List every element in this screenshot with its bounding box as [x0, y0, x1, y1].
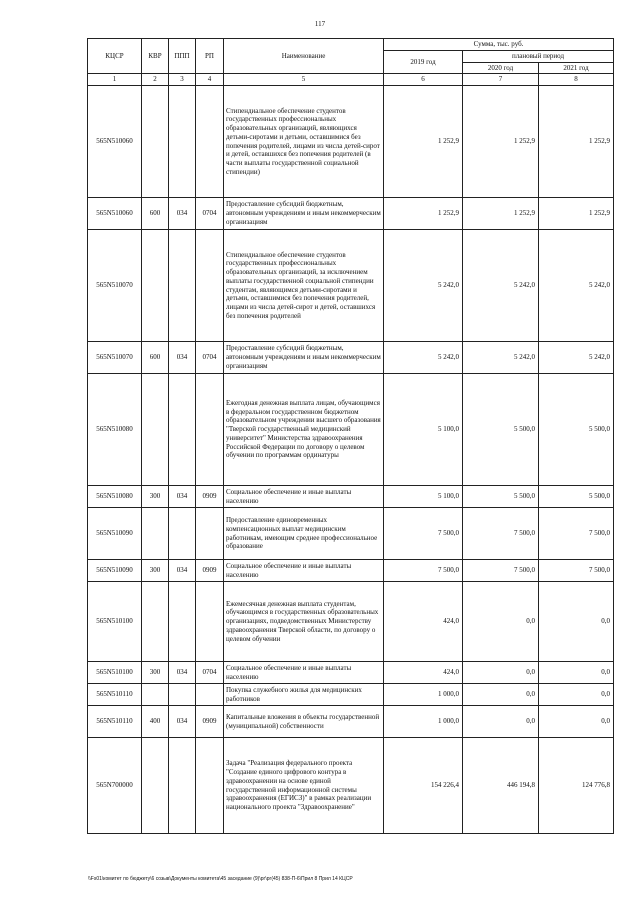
cell-name: Ежемесячная денежная выплата студентам, обучающимся в государственных образовательных организациях, подведомственных Министерству здравоохранения Тверской области, по договору о целевом обучении — [224, 582, 384, 662]
cell-2019: 1 000,0 — [384, 684, 463, 706]
header-2019: 2019 год — [384, 50, 463, 74]
cell-2020: 5 242,0 — [463, 230, 539, 342]
cell-kcsr: 565N700000 — [88, 738, 142, 834]
cell-kvr — [142, 86, 169, 198]
cell-kvr: 300 — [142, 662, 169, 684]
table-row — [88, 582, 614, 662]
cell-name: Стипендиальное обеспечение студентов государственных профессиональных образовательных организаций, за исключением выплаты государственной социальной стипендии студентам, являющимся детьми-сиротами и детьми, оставшимися без попечения родителей, лицами из числа детей-сирот и детей, оставшихся без попечения родителей — [224, 230, 384, 342]
cell-name: Социальное обеспечение и иные выплаты населению — [224, 662, 384, 684]
cell-2019: 424,0 — [384, 582, 463, 662]
cell-kvr: 300 — [142, 486, 169, 508]
cell-ppp — [169, 374, 196, 486]
cell-name: Социальное обеспечение и иные выплаты населению — [224, 560, 384, 582]
cell-rp: 0704 — [196, 198, 224, 230]
table-row — [88, 374, 614, 486]
cell-2021: 1 252,9 — [539, 198, 614, 230]
cell-name: Задача "Реализация федерального проекта "Создание единого цифрового контура в здравоохранении на основе единой государственной информационной системы здравоохранения (ЕГИСЗ)" в рамках реализации национального проекта "Здравоохранение" — [224, 738, 384, 834]
header-num-1: 1 — [88, 74, 142, 86]
table-row — [88, 662, 614, 684]
cell-kcsr: 565N510110 — [88, 684, 142, 706]
header-name: Наименование — [224, 39, 384, 74]
cell-ppp: 034 — [169, 706, 196, 738]
cell-2020: 0,0 — [463, 706, 539, 738]
cell-ppp — [169, 86, 196, 198]
footer-file-path: \\Fs01\комитет по бюджету\6 созыв\Документы комитета\45 заседание (9)\рг\рг(45) 838-П-6\Прил 8 Прил 14 КЦСР — [88, 876, 353, 882]
cell-2019: 1 000,0 — [384, 706, 463, 738]
cell-kvr — [142, 684, 169, 706]
cell-kcsr: 565N510090 — [88, 508, 142, 560]
cell-2019: 7 500,0 — [384, 560, 463, 582]
cell-2021: 0,0 — [539, 662, 614, 684]
header-num-5: 5 — [224, 74, 384, 86]
cell-name: Стипендиальное обеспечение студентов государственных профессиональных образовательных организаций, являющихся детьми-сиротами и детьми, оставшимися без попечения родителей, лицами из числа детей-сирот и детей, оставшихся без попечения родителей (в части выплаты государственной социальной стипендии) — [224, 86, 384, 198]
cell-kcsr: 565N510070 — [88, 342, 142, 374]
cell-rp: 0704 — [196, 342, 224, 374]
cell-2020: 5 500,0 — [463, 374, 539, 486]
cell-2021: 124 776,8 — [539, 738, 614, 834]
cell-kvr — [142, 230, 169, 342]
cell-rp — [196, 738, 224, 834]
cell-ppp: 034 — [169, 560, 196, 582]
cell-2019: 1 252,9 — [384, 86, 463, 198]
table-row — [88, 508, 614, 560]
cell-2021: 7 500,0 — [539, 508, 614, 560]
cell-kvr: 400 — [142, 706, 169, 738]
cell-ppp — [169, 230, 196, 342]
cell-2020: 446 194,8 — [463, 738, 539, 834]
cell-2020: 0,0 — [463, 684, 539, 706]
cell-ppp — [169, 508, 196, 560]
cell-2021: 5 242,0 — [539, 342, 614, 374]
cell-rp: 0704 — [196, 662, 224, 684]
cell-ppp — [169, 684, 196, 706]
table-row — [88, 706, 614, 738]
cell-rp: 0909 — [196, 560, 224, 582]
cell-2020: 7 500,0 — [463, 508, 539, 560]
cell-ppp: 034 — [169, 662, 196, 684]
cell-2020: 5 500,0 — [463, 486, 539, 508]
cell-kvr: 300 — [142, 560, 169, 582]
header-rp: РП — [196, 39, 224, 74]
cell-ppp — [169, 582, 196, 662]
cell-rp — [196, 508, 224, 560]
cell-2020: 7 500,0 — [463, 560, 539, 582]
cell-rp — [196, 86, 224, 198]
table-row — [88, 486, 614, 508]
table-row — [88, 86, 614, 198]
header-num-3: 3 — [169, 74, 196, 86]
cell-2021: 1 252,9 — [539, 86, 614, 198]
cell-kcsr: 565N510090 — [88, 560, 142, 582]
header-plan-period: плановый период — [463, 50, 614, 62]
cell-kcsr: 565N510070 — [88, 230, 142, 342]
cell-kcsr: 565N510080 — [88, 374, 142, 486]
header-num-7: 7 — [463, 74, 539, 86]
table-row — [88, 198, 614, 230]
cell-2020: 5 242,0 — [463, 342, 539, 374]
cell-kvr: 600 — [142, 342, 169, 374]
cell-name: Социальное обеспечение и иные выплаты населению — [224, 486, 384, 508]
cell-kvr: 600 — [142, 198, 169, 230]
cell-2020: 1 252,9 — [463, 198, 539, 230]
header-kcsr: КЦСР — [88, 39, 142, 74]
cell-name: Покупка служебного жилья для медицинских работников — [224, 684, 384, 706]
table-row — [88, 342, 614, 374]
cell-rp — [196, 374, 224, 486]
cell-2019: 5 100,0 — [384, 486, 463, 508]
cell-2021: 0,0 — [539, 706, 614, 738]
header-num-6: 6 — [384, 74, 463, 86]
cell-kcsr: 565N510060 — [88, 86, 142, 198]
page-number: 117 — [314, 20, 326, 28]
cell-2019: 5 242,0 — [384, 230, 463, 342]
cell-2021: 5 500,0 — [539, 374, 614, 486]
table-row — [88, 230, 614, 342]
cell-ppp — [169, 738, 196, 834]
cell-2021: 0,0 — [539, 582, 614, 662]
header-kvr: КВР — [142, 39, 169, 74]
cell-rp — [196, 230, 224, 342]
cell-ppp: 034 — [169, 342, 196, 374]
cell-name: Предоставление субсидий бюджетным, автономным учреждениям и иным некоммерческим организациям — [224, 198, 384, 230]
header-num-8: 8 — [539, 74, 614, 86]
cell-2021: 5 242,0 — [539, 230, 614, 342]
cell-rp — [196, 582, 224, 662]
table-row — [88, 560, 614, 582]
cell-2019: 7 500,0 — [384, 508, 463, 560]
header-num-2: 2 — [142, 74, 169, 86]
header-sum: Сумма, тыс. руб. — [384, 39, 614, 51]
cell-kvr — [142, 738, 169, 834]
cell-kcsr: 565N510100 — [88, 582, 142, 662]
cell-2021: 5 500,0 — [539, 486, 614, 508]
cell-2020: 1 252,9 — [463, 86, 539, 198]
cell-2020: 0,0 — [463, 662, 539, 684]
cell-kcsr: 565N510110 — [88, 706, 142, 738]
cell-name: Ежегодная денежная выплата лицам, обучающимся в федеральном государственном бюджетном образовательном учреждении высшего образования "Тверской государственный медицинский университет" Министерства здравоохранения Российской Федерации по договору о целевом обучении по программам ординатуры — [224, 374, 384, 486]
cell-2020: 0,0 — [463, 582, 539, 662]
header-2020: 2020 год — [463, 62, 539, 74]
cell-kcsr: 565N510060 — [88, 198, 142, 230]
cell-2019: 5 242,0 — [384, 342, 463, 374]
cell-rp — [196, 684, 224, 706]
cell-rp: 0909 — [196, 486, 224, 508]
header-ppp: ППП — [169, 39, 196, 74]
budget-table — [87, 38, 614, 834]
cell-kcsr: 565N510080 — [88, 486, 142, 508]
cell-2019: 154 226,4 — [384, 738, 463, 834]
cell-2021: 7 500,0 — [539, 560, 614, 582]
cell-kvr — [142, 374, 169, 486]
table-row — [88, 738, 614, 834]
cell-name: Предоставление единовременных компенсационных выплат медицинским работникам, имеющим среднее профессиональное образование — [224, 508, 384, 560]
cell-2019: 5 100,0 — [384, 374, 463, 486]
cell-rp: 0909 — [196, 706, 224, 738]
header-num-4: 4 — [196, 74, 224, 86]
cell-name: Предоставление субсидий бюджетным, автономным учреждениям и иным некоммерческим организациям — [224, 342, 384, 374]
cell-2021: 0,0 — [539, 684, 614, 706]
table-row — [88, 684, 614, 706]
cell-kcsr: 565N510100 — [88, 662, 142, 684]
cell-name: Капитальные вложения в объекты государственной (муниципальной) собственности — [224, 706, 384, 738]
cell-2019: 1 252,9 — [384, 198, 463, 230]
cell-ppp: 034 — [169, 486, 196, 508]
header-2021: 2021 год — [539, 62, 614, 74]
cell-2019: 424,0 — [384, 662, 463, 684]
cell-ppp: 034 — [169, 198, 196, 230]
cell-kvr — [142, 582, 169, 662]
cell-kvr — [142, 508, 169, 560]
